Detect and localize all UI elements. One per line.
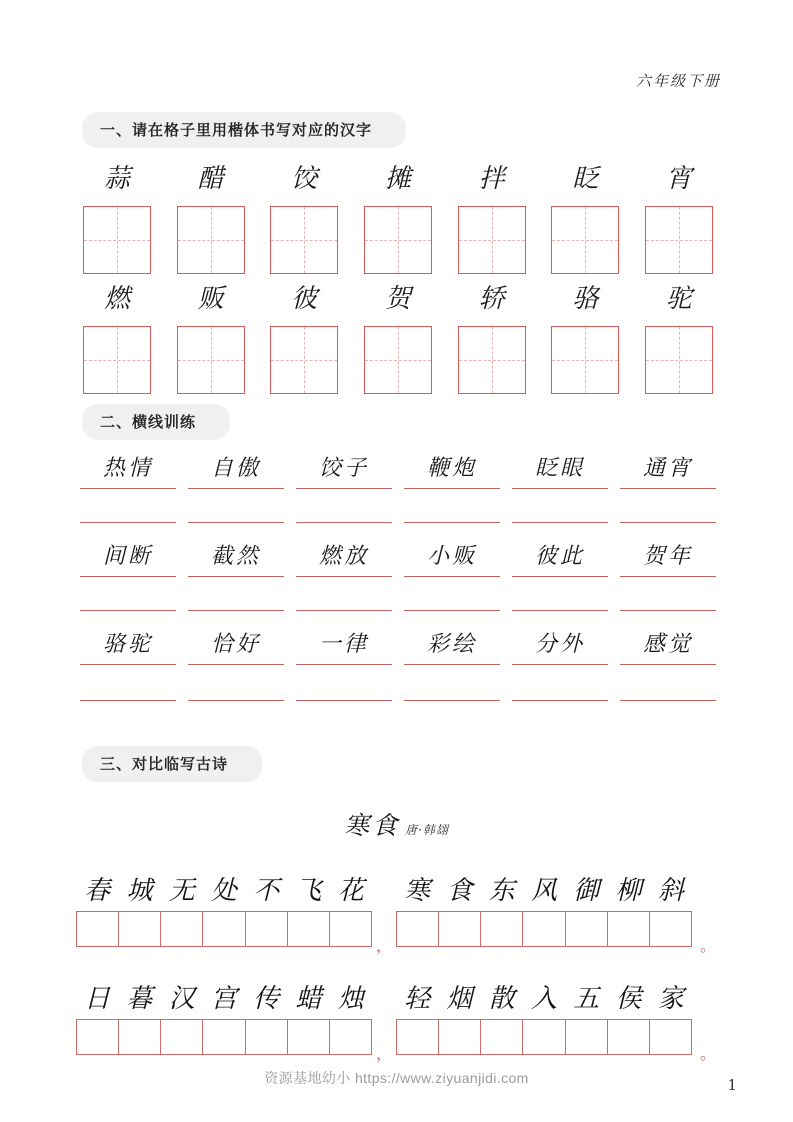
blank-write-cell[interactable]: [80, 700, 176, 701]
blank-underline: [80, 610, 176, 611]
poem-character: 御: [573, 876, 600, 906]
word-model: 小贩: [426, 544, 477, 569]
character-cell: [642, 158, 716, 274]
poem-write-grid[interactable]: [396, 1019, 692, 1055]
blank-write-cell[interactable]: [80, 610, 176, 611]
tianzi-grid-box[interactable]: [458, 206, 526, 274]
blank-write-cell[interactable]: [188, 610, 284, 611]
poem-model-chars: [396, 862, 692, 906]
poem-grid-cell[interactable]: [481, 1020, 523, 1054]
blank-write-cell[interactable]: [404, 522, 500, 523]
word-underline: [512, 488, 608, 489]
blank-underline: [188, 522, 284, 523]
character-cell: [174, 158, 248, 274]
page-number: 1: [727, 1076, 737, 1094]
word-underline: [188, 576, 284, 577]
poem-grid-cell[interactable]: [523, 1020, 565, 1054]
blank-write-cell[interactable]: [620, 700, 716, 701]
tianzi-grid-box[interactable]: [83, 206, 151, 274]
character-model: 驼: [665, 284, 692, 314]
word-cell: [296, 540, 392, 577]
word-model: 恰好: [210, 632, 261, 657]
blank-write-cell[interactable]: [512, 700, 608, 701]
poem-heading: [0, 806, 793, 842]
character-model: 贺: [384, 284, 411, 314]
blank-write-cell[interactable]: [188, 700, 284, 701]
tianzi-grid-box[interactable]: [364, 326, 432, 394]
poem-grid-cell[interactable]: [246, 1020, 288, 1054]
word-model: 贺年: [642, 544, 693, 569]
poem-character: 不: [253, 876, 280, 906]
blank-underline: [512, 610, 608, 611]
poem-character: 烛: [337, 984, 364, 1014]
blank-underline: [404, 522, 500, 523]
poem-half-right: [396, 970, 692, 1055]
word-model: 感觉: [642, 632, 693, 657]
blank-underline: [296, 522, 392, 523]
poem-model-chars: [76, 862, 372, 906]
section-heading-3: [82, 746, 262, 782]
word-model: 燃放: [318, 544, 369, 569]
blank-write-cell[interactable]: [620, 610, 716, 611]
word-cell: [296, 628, 392, 665]
word-cell: [188, 452, 284, 489]
poem-character: 传: [253, 984, 280, 1014]
character-cell: [80, 278, 154, 394]
poem-comma: ，: [376, 936, 393, 955]
word-model: 截然: [210, 544, 261, 569]
tianzi-grid-box[interactable]: [364, 206, 432, 274]
word-underline: [80, 488, 176, 489]
poem-write-grid[interactable]: [76, 911, 372, 947]
poem-character: 宫: [210, 984, 237, 1014]
poem-half-left: [76, 862, 372, 947]
word-underline: [80, 576, 176, 577]
word-row-3: [80, 628, 716, 665]
grade-label: 六年级下册: [635, 72, 721, 90]
word-cell: [80, 628, 176, 665]
blank-write-cell[interactable]: [296, 522, 392, 523]
word-cell: [512, 628, 608, 665]
section-1-title: 一、请在格子里用楷体书写对应的汉字: [82, 112, 406, 148]
blank-write-cell[interactable]: [296, 700, 392, 701]
poem-grid-cell[interactable]: [119, 912, 161, 946]
poem-grid-cell[interactable]: [439, 912, 481, 946]
character-model: 轿: [478, 284, 505, 314]
character-model: 宵: [665, 164, 692, 194]
poem-grid-cell[interactable]: [119, 1020, 161, 1054]
word-model: 通宵: [642, 456, 693, 481]
word-model: 骆驼: [102, 632, 153, 657]
poem-grid-cell[interactable]: [246, 912, 288, 946]
character-model: 眨: [572, 164, 599, 194]
blank-underline: [296, 700, 392, 701]
character-model: 摊: [384, 164, 411, 194]
blank-write-cell[interactable]: [512, 522, 608, 523]
word-cell: [404, 540, 500, 577]
poem-grid-cell[interactable]: [397, 912, 439, 946]
word-model: 自傲: [210, 456, 261, 481]
blank-underline: [188, 610, 284, 611]
poem-character: 五: [573, 984, 600, 1014]
character-cell: [267, 158, 341, 274]
poem-title: 寒食: [344, 811, 401, 840]
poem-character: 处: [210, 876, 237, 906]
poem-character: 烟: [446, 984, 473, 1014]
character-cell: [455, 158, 529, 274]
poem-write-grid[interactable]: [76, 1019, 372, 1055]
word-cell: [188, 540, 284, 577]
section-3-title: 三、对比临写古诗: [82, 746, 262, 782]
word-cell: [620, 540, 716, 577]
tianzi-grid-box[interactable]: [270, 326, 338, 394]
character-model: 彼: [291, 284, 318, 314]
word-underline: [80, 664, 176, 665]
character-cell: [642, 278, 716, 394]
blank-underline: [188, 700, 284, 701]
character-cell: [361, 278, 435, 394]
poem-character: 风: [530, 876, 557, 906]
poem-model-chars: [396, 970, 692, 1014]
poem-model-chars: [76, 970, 372, 1014]
blank-write-cell[interactable]: [404, 700, 500, 701]
poem-grid-cell[interactable]: [288, 1020, 330, 1054]
word-model: 一律: [318, 632, 369, 657]
poem-line: [76, 970, 724, 1078]
word-model: 分外: [534, 632, 585, 657]
character-model: 燃: [103, 284, 130, 314]
word-cell: [620, 452, 716, 489]
blank-line-row-3: [80, 700, 716, 701]
character-model: 饺: [291, 164, 318, 194]
poem-grid-cell[interactable]: [608, 1020, 650, 1054]
section-2-title: 二、横线训练: [82, 404, 230, 440]
poem-character: 家: [657, 984, 684, 1014]
tianzi-grid-box[interactable]: [551, 326, 619, 394]
poem-character: 寒: [404, 876, 431, 906]
word-row-1: [80, 452, 716, 489]
character-cell: [361, 158, 435, 274]
character-model: 醋: [197, 164, 224, 194]
footer-credit: 资源基地幼小 https://www.ziyuanjidi.com: [264, 1070, 529, 1086]
character-cell: [174, 278, 248, 394]
poem-character: 日: [84, 984, 111, 1014]
blank-write-cell[interactable]: [620, 522, 716, 523]
poem-grid-cell[interactable]: [439, 1020, 481, 1054]
tianzi-grid-box[interactable]: [645, 206, 713, 274]
tianzi-grid-box[interactable]: [177, 326, 245, 394]
blank-write-cell[interactable]: [296, 610, 392, 611]
poem-grid-cell[interactable]: [650, 1020, 692, 1054]
word-underline: [512, 576, 608, 577]
poem-character: 食: [446, 876, 473, 906]
poem-comma: ，: [376, 1044, 393, 1063]
poem-character: 斜: [657, 876, 684, 906]
poem-character: 侯: [615, 984, 642, 1014]
poem-grid-cell[interactable]: [288, 912, 330, 946]
poem-grid-cell[interactable]: [523, 912, 565, 946]
poem-character: 暮: [126, 984, 153, 1014]
word-underline: [404, 664, 500, 665]
tianzi-grid-box[interactable]: [177, 206, 245, 274]
poem-character: 花: [337, 876, 364, 906]
poem-grid-cell[interactable]: [330, 1020, 372, 1054]
poem-half-left: [76, 970, 372, 1055]
blank-underline: [620, 700, 716, 701]
word-underline: [296, 488, 392, 489]
character-model: 骆: [572, 284, 599, 314]
poem-character: 飞: [295, 876, 322, 906]
word-underline: [296, 664, 392, 665]
poem-period: 。: [700, 1044, 717, 1063]
blank-write-cell[interactable]: [188, 522, 284, 523]
word-underline: [296, 576, 392, 577]
word-model: 热情: [102, 456, 153, 481]
word-underline: [512, 664, 608, 665]
poem-grid-cell[interactable]: [330, 912, 372, 946]
character-model: 贩: [197, 284, 224, 314]
character-cell: [80, 158, 154, 274]
poem-line: [76, 862, 724, 970]
poem-character: 汉: [168, 984, 195, 1014]
word-cell: [404, 628, 500, 665]
word-cell: [80, 540, 176, 577]
blank-underline: [620, 522, 716, 523]
poem-author: 唐·韩翃: [405, 823, 449, 837]
word-model: 间断: [102, 544, 153, 569]
blank-line-row-2: [80, 610, 716, 611]
word-model: 饺子: [318, 456, 369, 481]
character-row-1: [80, 158, 716, 274]
character-cell: [548, 278, 622, 394]
tianzi-grid-box[interactable]: [458, 326, 526, 394]
poem-grid-cell[interactable]: [566, 1020, 608, 1054]
word-underline: [188, 664, 284, 665]
word-underline: [404, 488, 500, 489]
blank-underline: [512, 700, 608, 701]
poem-grid-cell[interactable]: [77, 912, 119, 946]
word-model: 眨眼: [534, 456, 585, 481]
blank-write-cell[interactable]: [404, 610, 500, 611]
blank-underline: [620, 610, 716, 611]
blank-underline: [404, 610, 500, 611]
character-cell: [267, 278, 341, 394]
poem-grid-cell[interactable]: [397, 1020, 439, 1054]
blank-underline: [512, 522, 608, 523]
word-cell: [296, 452, 392, 489]
word-model: 鞭炮: [426, 456, 477, 481]
poem-character: 无: [168, 876, 195, 906]
poem-grid-cell[interactable]: [481, 912, 523, 946]
blank-underline: [404, 700, 500, 701]
word-cell: [404, 452, 500, 489]
blank-write-cell[interactable]: [512, 610, 608, 611]
word-cell: [620, 628, 716, 665]
word-model: 彩绘: [426, 632, 477, 657]
word-underline: [620, 576, 716, 577]
word-row-2: [80, 540, 716, 577]
character-model: 蒜: [103, 164, 130, 194]
poem-practice-grid: [76, 862, 724, 1078]
poem-grid-cell[interactable]: [608, 912, 650, 946]
blank-underline: [80, 700, 176, 701]
poem-character: 蜡: [295, 984, 322, 1014]
poem-character: 柳: [615, 876, 642, 906]
word-cell: [188, 628, 284, 665]
blank-underline: [80, 522, 176, 523]
poem-character: 城: [126, 876, 153, 906]
poem-grid-cell[interactable]: [161, 912, 203, 946]
poem-half-right: [396, 862, 692, 947]
tianzi-grid-box[interactable]: [551, 206, 619, 274]
tianzi-grid-box[interactable]: [270, 206, 338, 274]
poem-character: 入: [530, 984, 557, 1014]
character-model: 拌: [478, 164, 505, 194]
poem-period: 。: [700, 936, 717, 955]
character-cell: [455, 278, 529, 394]
poem-grid-cell[interactable]: [161, 1020, 203, 1054]
word-underline: [620, 664, 716, 665]
poem-character: 轻: [404, 984, 431, 1014]
tianzi-grid-box[interactable]: [83, 326, 151, 394]
word-model: 彼此: [534, 544, 585, 569]
word-cell: [512, 540, 608, 577]
tianzi-grid-box[interactable]: [645, 326, 713, 394]
character-row-2: [80, 278, 716, 394]
blank-line-row-1: [80, 522, 716, 523]
poem-grid-cell[interactable]: [77, 1020, 119, 1054]
poem-grid-cell[interactable]: [566, 912, 608, 946]
poem-grid-cell[interactable]: [203, 912, 245, 946]
word-underline: [620, 488, 716, 489]
poem-grid-cell[interactable]: [203, 1020, 245, 1054]
blank-write-cell[interactable]: [80, 522, 176, 523]
section-heading-2: [82, 404, 230, 440]
poem-grid-cell[interactable]: [650, 912, 692, 946]
character-cell: [548, 158, 622, 274]
word-underline: [404, 576, 500, 577]
word-cell: [512, 452, 608, 489]
word-underline: [188, 488, 284, 489]
section-heading-1: [82, 112, 406, 148]
blank-underline: [296, 610, 392, 611]
word-cell: [80, 452, 176, 489]
poem-write-grid[interactable]: [396, 911, 692, 947]
poem-character: 东: [488, 876, 515, 906]
poem-character: 春: [84, 876, 111, 906]
poem-character: 散: [488, 984, 515, 1014]
